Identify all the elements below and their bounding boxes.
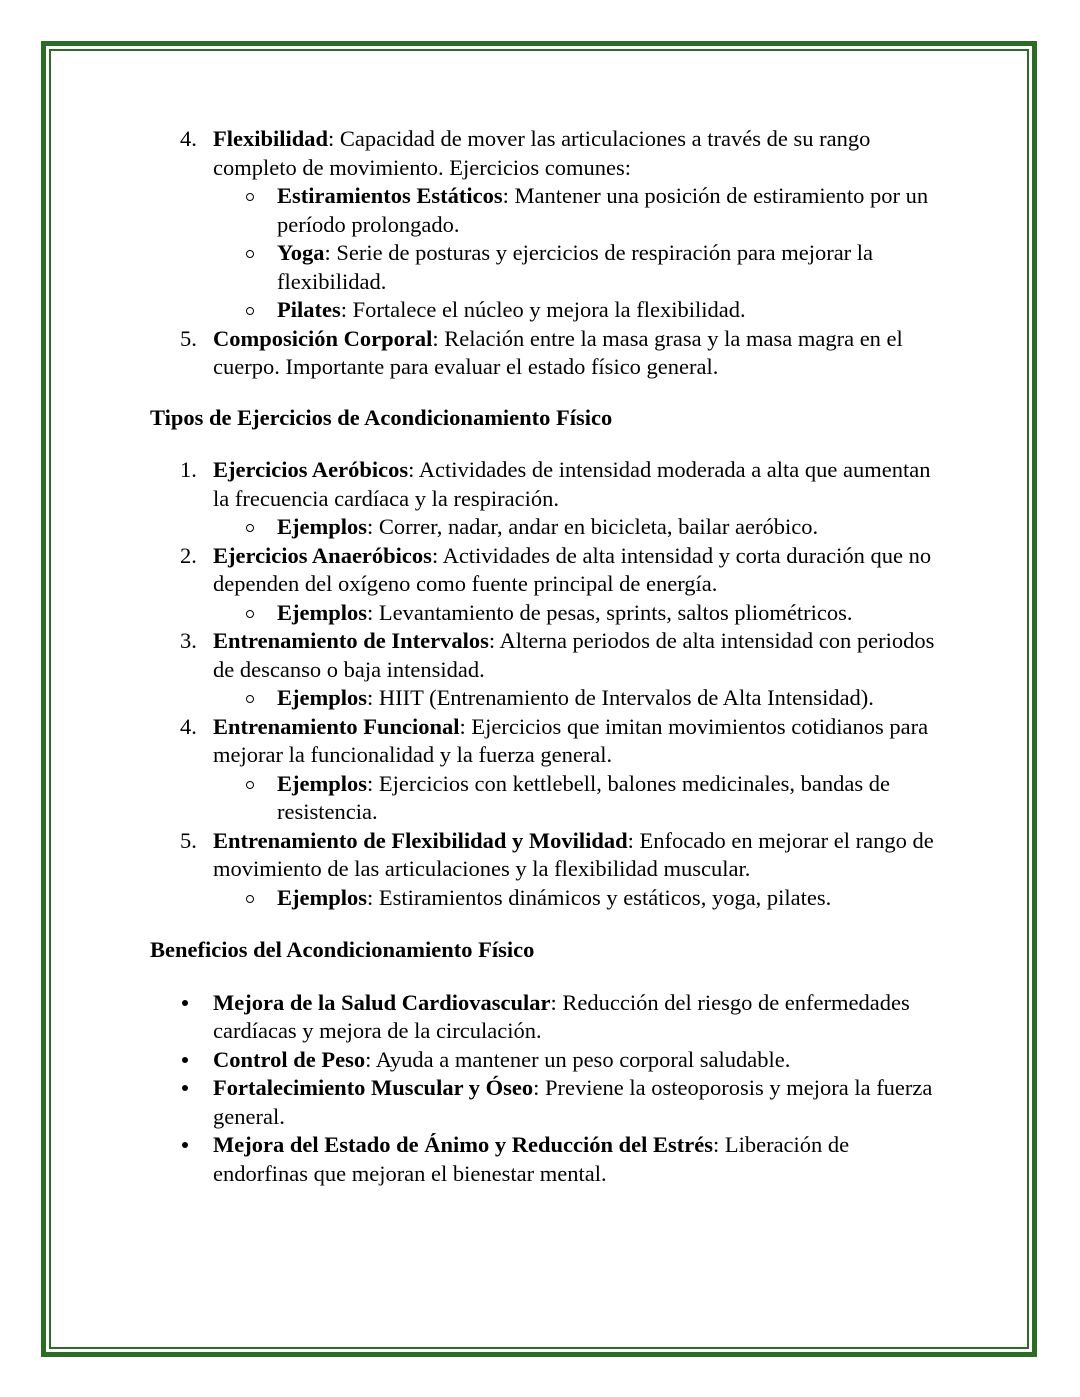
sublist-item [213, 182, 940, 239]
sub-term: Yoga [277, 240, 325, 265]
hollow-bullet-icon [246, 695, 254, 703]
sub-description: : Estiramientos dinámicos y estáticos, yoga, pilates. [367, 884, 832, 910]
list-item [150, 456, 940, 542]
hollow-bullet-icon [246, 895, 254, 903]
list-number: 4. [180, 126, 197, 151]
components-list [150, 125, 940, 382]
sub-term: Ejemplos [277, 685, 367, 710]
sub-term: Ejemplos [277, 884, 367, 910]
sub-description: : Ejercicios con kettlebell, balones medicinales, bandas de resistencia. [277, 770, 890, 824]
section-heading-tipos: Tipos de Ejercicios de Acondicionamiento Físico [150, 404, 613, 430]
hollow-bullet-icon [246, 781, 254, 789]
bullet-icon [182, 1057, 188, 1063]
item-description: : Actividades de intensidad moderada a alta que aumentan la frecuencia cardíaca y la respiración. [213, 457, 931, 511]
list-number: 1. [180, 457, 197, 482]
sublist [213, 182, 940, 325]
sub-term: Ejemplos [277, 514, 367, 539]
item-term: Mejora del Estado de Ánimo y Reducción del Estrés [213, 1132, 713, 1157]
tipos-list [150, 456, 940, 912]
item-description: : Actividades de alta intensidad y corta duración que no dependen del oxígeno como fuente principal de energía. [213, 542, 932, 596]
item-term: Control de Peso [213, 1046, 366, 1072]
sublist-item [213, 770, 940, 827]
item-description: : Previene la osteoporosis y mejora la fuerza general. [213, 1075, 933, 1129]
sub-description: : Mantener una posición de estiramiento por un período prolongado. [277, 183, 929, 237]
sub-term: Estiramientos Estáticos [277, 183, 503, 208]
item-description: : Ejercicios que imitan movimientos cotidianos para mejorar la funcionalidad y la fuerza general. [213, 713, 929, 767]
sub-description: : Correr, nadar, andar en bicicleta, bailar aeróbico. [367, 514, 819, 539]
section-heading-beneficios: Beneficios del Acondicionamiento Físico [150, 937, 535, 962]
list-item-flexibilidad [150, 125, 940, 325]
sublist [213, 884, 940, 913]
sublist [213, 684, 940, 713]
sub-description: : HIIT (Entrenamiento de Intervalos de Alta Intensidad). [367, 685, 874, 710]
item-term: Flexibilidad [213, 126, 329, 151]
hollow-bullet-icon [246, 307, 254, 315]
sublist-item [213, 513, 940, 542]
item-term: Composición Corporal [213, 325, 433, 351]
item-description: : Capacidad de mover las articulaciones a través de su rango completo de movimiento. Ejercicios comunes: [213, 126, 871, 180]
sublist-item [213, 684, 940, 713]
list-number: 5. [180, 827, 197, 853]
item-term: Entrenamiento Funcional [213, 713, 460, 739]
sublist-item [213, 239, 940, 296]
list-item [150, 627, 940, 713]
item-term: Ejercicios Anaeróbicos [213, 542, 432, 568]
list-item [150, 827, 940, 913]
sublist-item [213, 884, 940, 913]
sub-description: : Levantamiento de pesas, sprints, saltos pliométricos. [367, 599, 853, 625]
document-body [150, 125, 940, 1188]
sublist-item [213, 296, 940, 325]
item-term: Mejora de la Salud Cardiovascular [213, 989, 551, 1015]
list-item [150, 1131, 940, 1188]
sub-term: Ejemplos [277, 599, 367, 625]
bullet-icon [182, 1142, 188, 1148]
hollow-bullet-icon [246, 250, 254, 258]
list-item [150, 1046, 940, 1075]
list-number: 5. [180, 325, 197, 351]
sublist [213, 513, 940, 542]
item-term: Entrenamiento de Intervalos [213, 628, 489, 653]
hollow-bullet-icon [246, 524, 254, 532]
bullet-icon [182, 1000, 188, 1006]
item-description: : Reducción del riesgo de enfermedades cardíacas y mejora de la circulación. [213, 989, 910, 1043]
beneficios-list [150, 989, 940, 1189]
list-item [150, 542, 940, 628]
item-term: Fortalecimiento Muscular y Óseo [213, 1075, 534, 1100]
bullet-icon [182, 1085, 188, 1091]
sublist [213, 770, 940, 827]
list-item-composicion [150, 325, 940, 382]
item-description: : Enfocado en mejorar el rango de movimiento de las articulaciones y la flexibilidad muscular. [213, 827, 934, 881]
sub-description: : Fortalece el núcleo y mejora la flexibilidad. [340, 297, 746, 322]
list-item [150, 1074, 940, 1131]
list-number: 4. [180, 713, 197, 739]
sublist [213, 599, 940, 628]
sublist-item [213, 599, 940, 628]
list-item [150, 713, 940, 827]
list-number: 3. [180, 628, 197, 653]
hollow-bullet-icon [246, 193, 254, 201]
item-description: : Ayuda a mantener un peso corporal saludable. [365, 1046, 791, 1072]
item-description: : Relación entre la masa grasa y la masa magra en el cuerpo. Importante para evaluar el estado físico general. [213, 325, 903, 379]
list-item [150, 989, 940, 1046]
sub-term: Pilates [277, 297, 341, 322]
sub-description: : Serie de posturas y ejercicios de respiración para mejorar la flexibilidad. [277, 240, 874, 294]
hollow-bullet-icon [246, 610, 254, 618]
item-term: Entrenamiento de Flexibilidad y Movilidad [213, 827, 628, 853]
item-term: Ejercicios Aeróbicos [213, 457, 409, 482]
item-description: : Liberación de endorfinas que mejoran el bienestar mental. [213, 1132, 850, 1186]
list-number: 2. [180, 542, 197, 568]
item-description: : Alterna periodos de alta intensidad con periodos de descanso o baja intensidad. [213, 628, 935, 682]
sub-term: Ejemplos [277, 770, 367, 796]
